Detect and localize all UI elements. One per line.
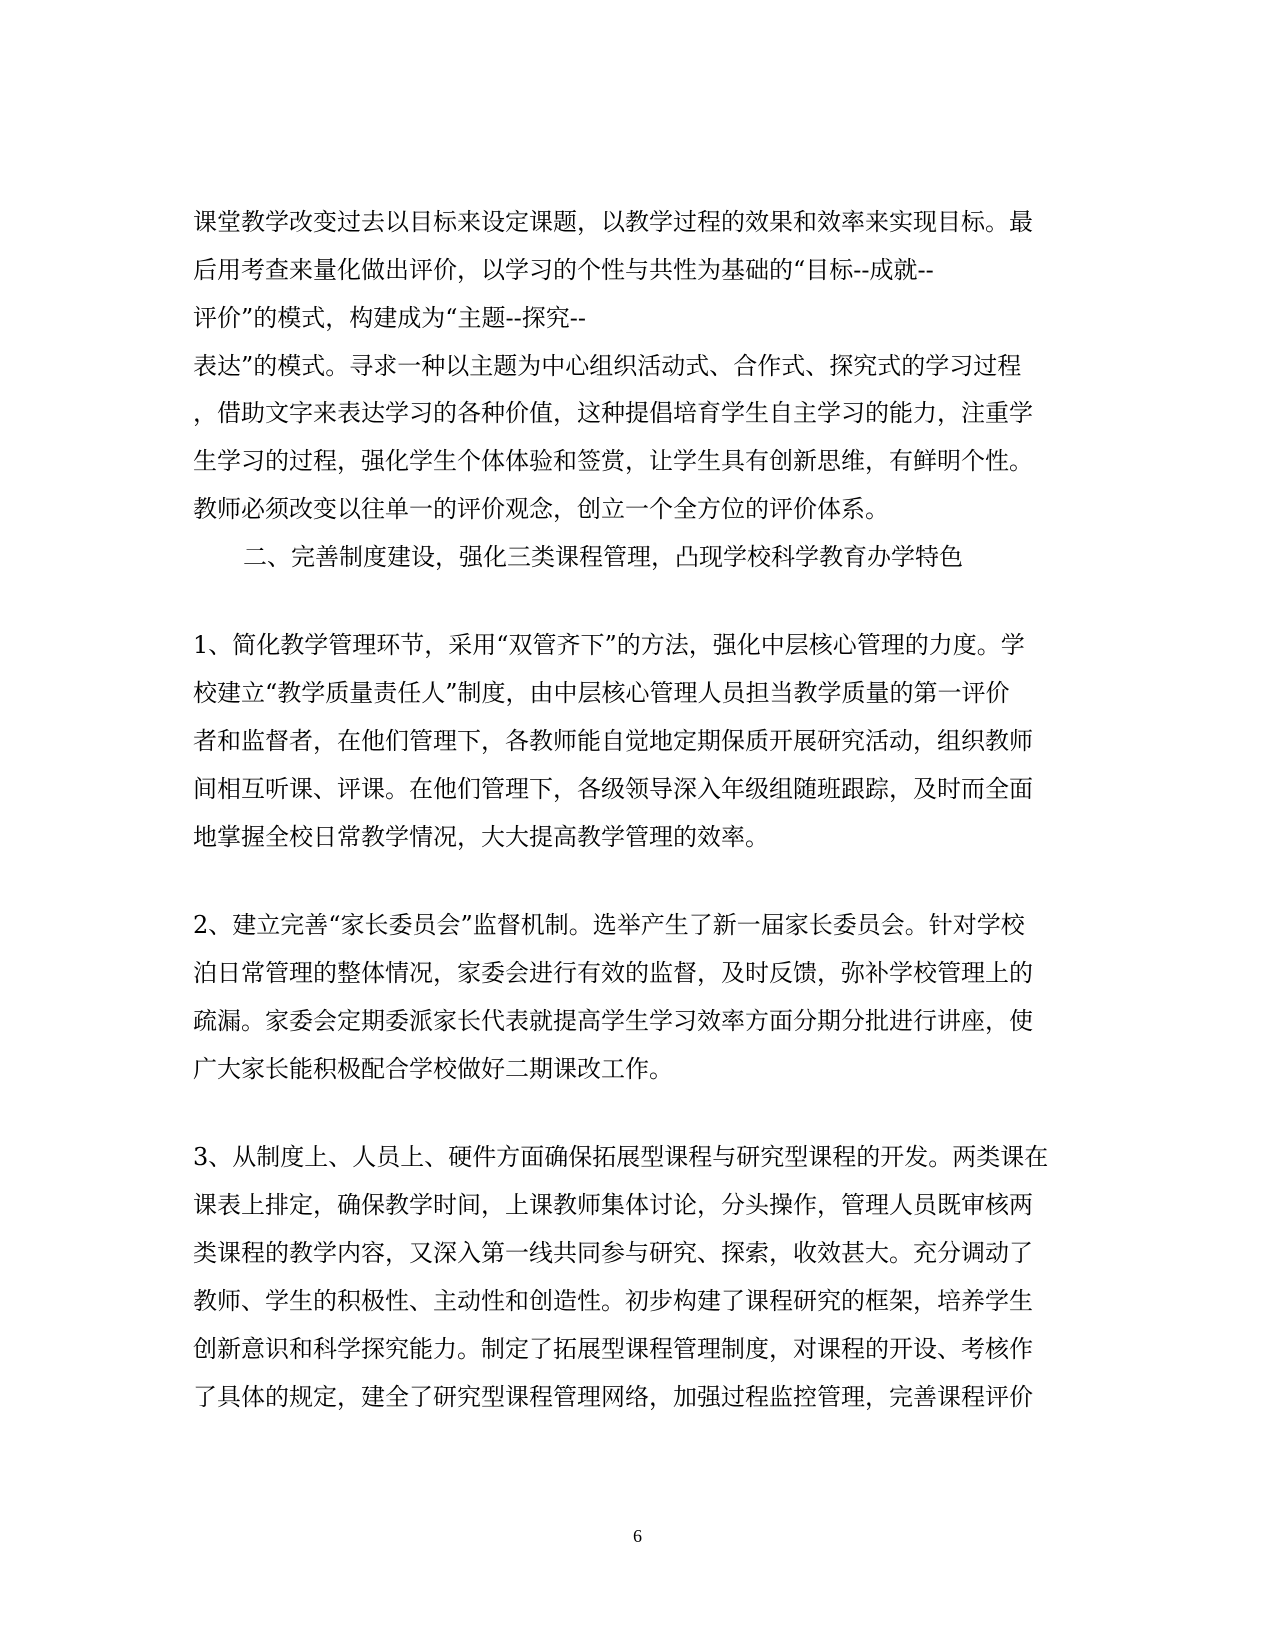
text-line: 教师必须改变以往单一的评价观念，创立一个全方位的评价体系。 [193,495,889,523]
text-line: 表达”的模式。寻求一种以主题为中心组织活动式、合作式、探究式的学习过程 [193,352,1022,380]
text-line: 课表上排定，确保教学时间，上课教师集体讨论，分头操作，管理人员既审核两 [193,1191,1033,1219]
page-number: 6 [633,1526,642,1546]
text-line: 创新意识和科学探究能力。制定了拓展型课程管理制度，对课程的开设、考核作 [193,1335,1033,1363]
text-line: 生学习的过程，强化学生个体体验和签赏，让学生具有创新思维，有鲜明个性。 [193,447,1033,475]
text-line: 了具体的规定，建全了研究型课程管理网络，加强过程监控管理，完善课程评价 [193,1383,1033,1411]
text-line: 课堂教学改变过去以目标来设定课题，以教学过程的效果和效率来实现目标。最 [193,208,1033,236]
text-line: 泊日常管理的整体情况，家委会进行有效的监督，及时反馈，弥补学校管理上的 [193,959,1033,987]
text-line: 2、建立完善“家长委员会”监督机制。选举产生了新一届家长委员会。针对学校 [193,911,1025,939]
section-heading: 二、完善制度建设，强化三类课程管理，凸现学校科学教育办学特色 [243,543,963,571]
text-line: 后用考查来量化做出评价，以学习的个性与共性为基础的“目标--成就-- [193,256,934,284]
text-line: 1、简化教学管理环节，采用“双管齐下”的方法，强化中层核心管理的力度。学 [193,631,1025,659]
text-line: 间相互听课、评课。在他们管理下，各级领导深入年级组随班跟踪，及时而全面 [193,775,1033,803]
text-line: 疏漏。家委会定期委派家长代表就提高学生学习效率方面分期分批进行讲座，使 [193,1007,1033,1035]
text-line: 3、从制度上、人员上、硬件方面确保拓展型课程与研究型课程的开发。两类课在 [193,1143,1049,1171]
text-line: 类课程的教学内容，又深入第一线共同参与研究、探索，收效甚大。充分调动了 [193,1239,1033,1267]
text-line: 者和监督者，在他们管理下，各教师能自觉地定期保质开展研究活动，组织教师 [193,727,1033,755]
text-line: ，借助文字来表达学习的各种价值，这种提倡培育学生自主学习的能力，注重学 [193,399,1033,427]
text-line: 评价”的模式，构建成为“主题--探究-- [193,304,586,332]
text-line: 校建立“教学质量责任人”制度，由中层核心管理人员担当教学质量的第一评价 [193,679,1010,707]
text-line: 广大家长能积极配合学校做好二期课改工作。 [193,1055,673,1083]
text-line: 地掌握全校日常教学情况，大大提高教学管理的效率。 [193,823,769,851]
text-line: 教师、学生的积极性、主动性和创造性。初步构建了课程研究的框架，培养学生 [193,1287,1033,1315]
